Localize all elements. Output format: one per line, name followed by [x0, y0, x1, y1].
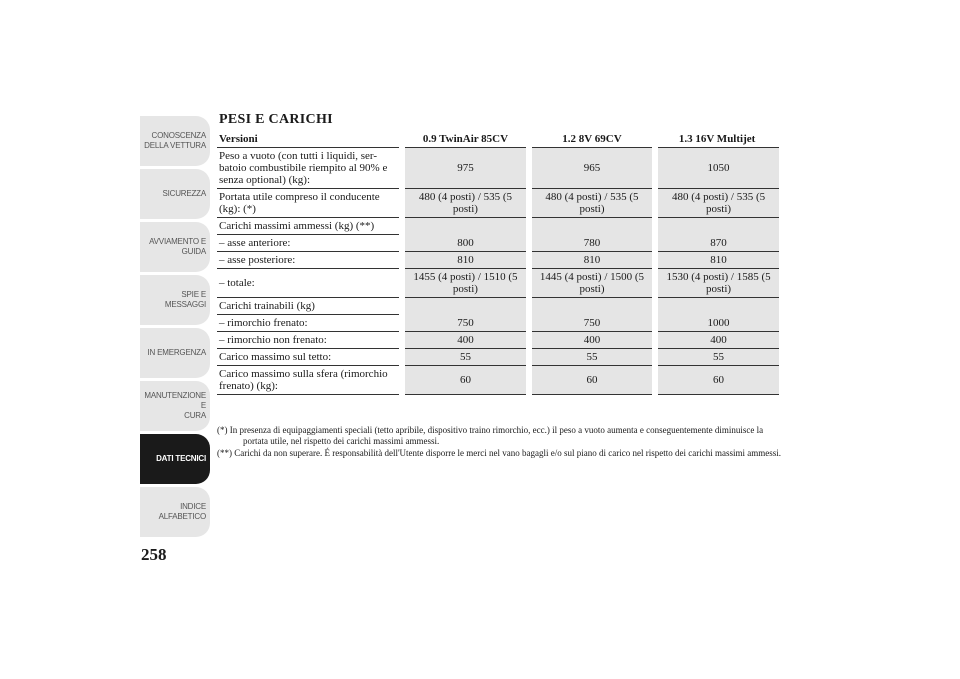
- cell-value: 750: [402, 298, 529, 332]
- section-title: PESI E CARICHI: [219, 112, 333, 127]
- header-versions: Versioni: [217, 130, 402, 148]
- cell-value: 975: [402, 148, 529, 189]
- chapter-sidebar: [140, 116, 210, 540]
- tab-label: MANUTENZIONE E CURA: [144, 391, 206, 420]
- page-number: 258: [141, 545, 167, 564]
- tab-label: AVVIAMENTO E GUIDA: [149, 237, 206, 256]
- cell-value: 55: [529, 349, 655, 366]
- table-row: [217, 349, 779, 366]
- cell-value: 870: [655, 218, 779, 252]
- header-multijet: 1.3 16V Multijet: [655, 130, 779, 148]
- cell-value: 480 (4 posti) / 535 (5 posti): [655, 189, 779, 218]
- cell-value: 60: [655, 366, 779, 395]
- weights-table: [217, 130, 779, 395]
- cell-value: 1050: [655, 148, 779, 189]
- tab-label: SPIE E MESSAGGI: [164, 290, 206, 309]
- cell-value: 1000: [655, 298, 779, 332]
- cell-value: 60: [529, 366, 655, 395]
- cell-value: 810: [402, 252, 529, 269]
- cell-value: 965: [529, 148, 655, 189]
- tab-label: SICUREZZA: [162, 189, 206, 198]
- cell-value: 750: [529, 298, 655, 332]
- table-row: [217, 298, 779, 315]
- tab-spie-e-messaggi[interactable]: [140, 275, 210, 325]
- tab-in-emergenza[interactable]: [140, 328, 210, 378]
- footnote-portata: (*) In presenza di equipaggiamenti speciali (tetto apribile, dispositivo traino rimorchio, ecc.) il peso a vuoto aumenta e conseguentemente diminuisce la portata utile, nel rispetto dei carichi massimi ammessi.: [217, 425, 764, 446]
- row-label: Carico massimo sul tetto:: [217, 349, 402, 366]
- cell-value: 780: [529, 218, 655, 252]
- tab-label: DATI TECNICI: [156, 454, 206, 463]
- cell-value: 55: [402, 349, 529, 366]
- row-label: – rimorchio frenato:: [217, 315, 402, 332]
- tab-sicurezza[interactable]: [140, 169, 210, 219]
- row-label: Carichi massimi ammessi (kg) (**): [217, 218, 402, 235]
- table-row: [217, 189, 779, 218]
- cell-value: 480 (4 posti) / 535 (5 posti): [402, 189, 529, 218]
- row-label: – asse anteriore:: [217, 235, 402, 252]
- tab-conoscenza-della-vettura[interactable]: [140, 116, 210, 166]
- tab-label: IN EMERGENZA: [147, 348, 206, 357]
- row-label: Carico massimo sulla sfera (rimorchio frenato) (kg):: [217, 366, 402, 395]
- tab-dati-tecnici[interactable]: [140, 434, 210, 484]
- cell-value: 1445 (4 posti) / 1500 (5 posti): [529, 269, 655, 298]
- tab-label: INDICE ALFABETICO: [158, 502, 206, 521]
- table-row: [217, 148, 779, 189]
- row-label: – totale:: [217, 269, 402, 298]
- tab-manutenzione-e-cura[interactable]: [140, 381, 210, 431]
- cell-value: 1455 (4 posti) / 1510 (5 posti): [402, 269, 529, 298]
- cell-value: 480 (4 posti) / 535 (5 posti): [529, 189, 655, 218]
- table-row: [217, 366, 779, 395]
- header-twinair: 0.9 TwinAir 85CV: [402, 130, 529, 148]
- table-row: [217, 269, 779, 298]
- row-label: Portata utile compreso il conducente (kg): (*): [217, 189, 402, 218]
- cell-value: 60: [402, 366, 529, 395]
- cell-value: 800: [402, 218, 529, 252]
- tab-label: CONOSCENZA DELLA VETTURA: [144, 131, 206, 150]
- tab-avviamento-e-guida[interactable]: [140, 222, 210, 272]
- cell-value: 810: [529, 252, 655, 269]
- row-label: – asse posteriore:: [217, 252, 402, 269]
- cell-value: 1530 (4 posti) / 1585 (5 posti): [655, 269, 779, 298]
- row-label: Carichi trainabili (kg): [217, 298, 402, 315]
- table-row: [217, 252, 779, 269]
- cell-value: 400: [402, 332, 529, 349]
- table-row: [217, 218, 779, 235]
- row-label: – rimorchio non frenato:: [217, 332, 402, 349]
- table-row: [217, 332, 779, 349]
- cell-value: 400: [655, 332, 779, 349]
- cell-value: 810: [655, 252, 779, 269]
- header-8v: 1.2 8V 69CV: [529, 130, 655, 148]
- cell-value: 55: [655, 349, 779, 366]
- tab-indice-alfabetico[interactable]: [140, 487, 210, 537]
- footnotes: [217, 425, 782, 460]
- cell-value: 400: [529, 332, 655, 349]
- row-label: Peso a vuoto (con tutti i liquidi, ser-batoio combustibile riempito al 90% e senza optional) (kg):: [217, 148, 402, 189]
- table-header-row: [217, 130, 779, 148]
- footnote-carichi: (**) Carichi da non superare. É responsabilità dell'Utente disporre le merci nel vano bagagli e/o sul piano di carico nel rispetto dei carichi massimi ammessi.: [217, 448, 781, 458]
